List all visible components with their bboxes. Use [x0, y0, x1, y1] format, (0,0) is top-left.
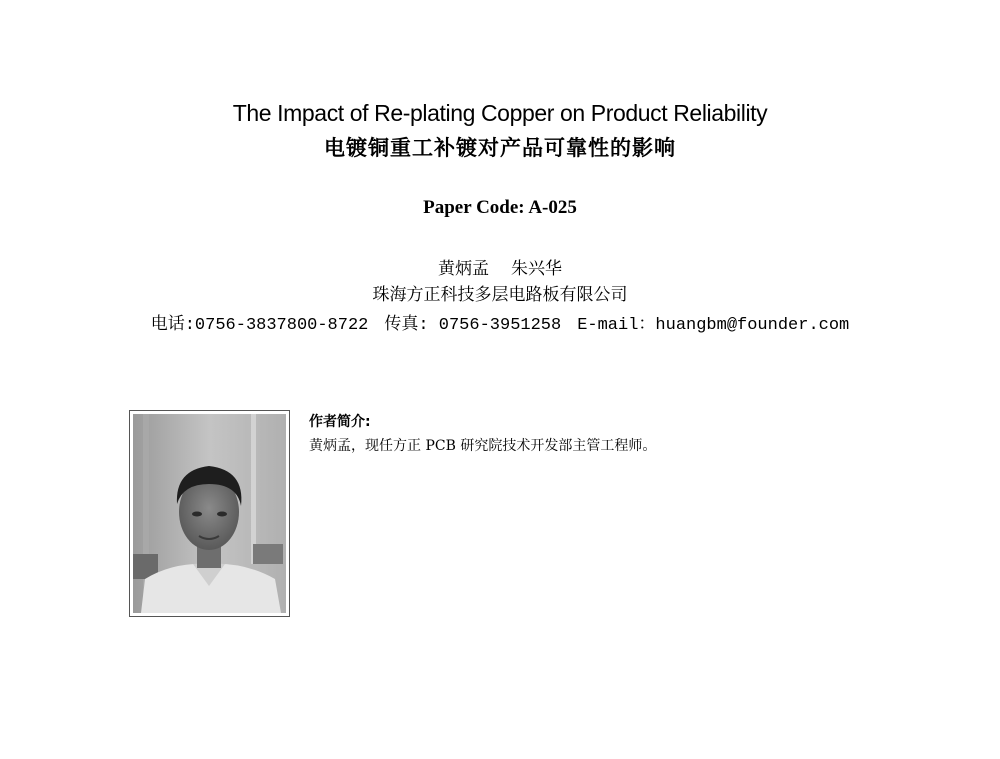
author-name-1: 黄炳孟 [438, 259, 489, 279]
author-names [0, 254, 1000, 279]
paper-title-english: The Impact of Re-plating Copper on Product Reliability [232, 100, 768, 126]
paper-code: Paper Code: A-025 [423, 197, 577, 218]
contact-line [0, 309, 1000, 335]
contact-email: E-mail：huangbm@founder.com [577, 316, 850, 335]
author-bio-heading: 作者简介: [309, 414, 371, 430]
author-photo [129, 410, 290, 617]
paper-title-chinese: 电镀铜重工补镀对产品可靠性的影响 [324, 136, 676, 160]
author-affiliation: 珠海方正科技多层电路板有限公司 [372, 285, 628, 305]
author-name-2: 朱兴华 [511, 259, 562, 279]
author-bio-text: 黄炳孟，现任方正 PCB 研究院技术开发部主管工程师。 [309, 438, 657, 454]
contact-phone: 电话:0756-3837800-8722 [150, 316, 369, 335]
contact-fax: 传真: 0756-3951258 [384, 316, 562, 335]
author-portrait-image [133, 414, 286, 613]
